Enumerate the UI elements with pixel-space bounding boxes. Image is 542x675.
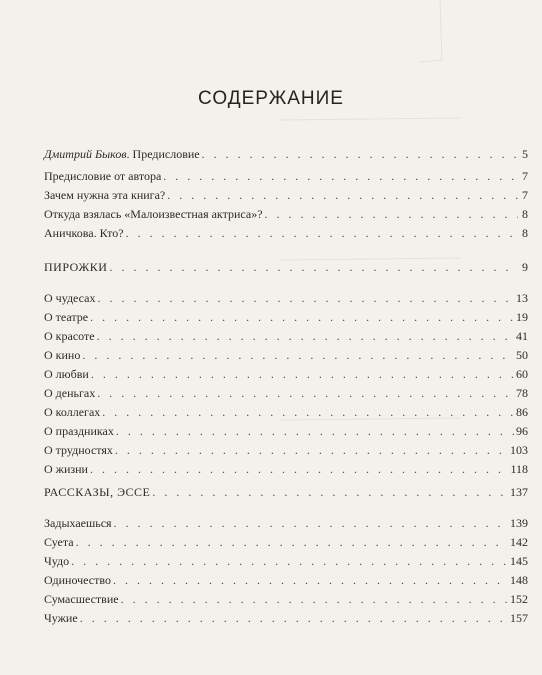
toc-entry-label: О красоте [44,329,95,343]
toc-entry[interactable] [44,461,528,477]
toc-entry[interactable] [44,225,528,241]
dot-leader [167,187,518,203]
dot-leader [102,404,514,420]
toc-section-label: РАССКАЗЫ, ЭССЕ [44,485,151,499]
toc-entry-label: О любви [44,367,89,381]
dot-leader [163,168,518,184]
toc-entry-page: 103 [510,443,528,457]
toc-section-pirozhki[interactable] [44,259,528,275]
toc-entry-page: 152 [510,592,528,606]
toc-entry-label: Предисловие от автора [44,169,162,183]
dot-leader [80,610,508,626]
toc-entry[interactable] [44,187,528,203]
dot-leader [113,572,508,588]
toc-entry-label: О праздниках [44,424,114,438]
toc-entry[interactable] [44,328,528,344]
toc-entry-page: 148 [510,573,528,587]
dot-leader [152,484,508,500]
toc-title: СОДЕРЖАНИЕ [198,88,344,109]
toc-entry-page: 50 [516,348,528,362]
toc-entry-page: 157 [510,611,528,625]
dot-leader [265,206,518,222]
toc-entry-page: 78 [516,386,528,400]
toc-entry[interactable] [44,385,528,401]
toc-entry-label: Чужие [44,611,78,625]
dot-leader [71,553,508,569]
dot-leader [91,366,514,382]
toc-entry-page: 13 [516,291,528,305]
toc-entry[interactable] [44,168,528,184]
toc-entry-page: 137 [510,485,528,499]
toc-entry-page: 60 [516,367,528,381]
toc-entry-label: Задыхаешься [44,516,112,530]
toc-entry-author: Дмитрий Быков [44,147,127,161]
toc-entry-page: 96 [516,424,528,438]
toc-entry[interactable] [44,404,528,420]
toc-entry-page: 7 [522,169,528,183]
toc-entry-foreword[interactable] [44,146,528,162]
toc-entry[interactable] [44,290,528,306]
dot-leader [126,225,518,241]
toc-entry-page: 8 [522,226,528,240]
dot-leader [82,347,514,363]
toc-entry[interactable] [44,423,528,439]
toc-entry-page: 41 [516,329,528,343]
toc-entry-label: О кино [44,348,81,362]
toc-entry-label: Аничкова. Кто? [44,226,124,240]
toc-entry[interactable] [44,347,528,363]
toc-entry-label: Откуда взялась «Малоизвестная актриса»? [44,207,263,221]
toc-entry-page: 86 [516,405,528,419]
toc-entry[interactable] [44,366,528,382]
dot-leader [97,328,514,344]
toc-entry-label: Чудо [44,554,70,568]
toc-entry-page: 118 [510,462,528,476]
toc-entry-label: О деньгах [44,386,96,400]
toc-section-label: ПИРОЖКИ [44,260,108,274]
toc-entry[interactable] [44,442,528,458]
dot-leader [202,146,518,162]
toc-entry-page: 139 [510,516,528,530]
toc-entry[interactable] [44,206,528,222]
dot-leader [114,515,508,531]
toc-entry-page: 142 [510,535,528,549]
toc-entry-label: О трудностях [44,443,113,457]
toc-entry[interactable] [44,591,528,607]
toc-entry-label: Одиночество [44,573,111,587]
dot-leader [109,259,518,275]
toc-entry[interactable] [44,309,528,325]
toc-entry-label: О жизни [44,462,88,476]
toc-entry[interactable] [44,534,528,550]
dot-leader [97,385,514,401]
toc-entry[interactable] [44,572,528,588]
toc-entry-label: О коллегах [44,405,101,419]
toc-entry-page: 7 [522,188,528,202]
toc-entry-page: 19 [516,310,528,324]
toc-entry-label: Суета [44,535,74,549]
toc-entry[interactable] [44,610,528,626]
toc-entry-label: О чудесах [44,291,96,305]
toc-entry[interactable] [44,553,528,569]
dot-leader [90,461,508,477]
toc-entry-page: 8 [522,207,528,221]
toc-section-stories[interactable] [44,484,528,500]
dot-leader [97,290,514,306]
toc-entry-page: 9 [522,260,528,274]
dot-leader [116,423,514,439]
toc-entry[interactable] [44,515,528,531]
dot-leader [76,534,508,550]
toc-entry-page: 5 [522,147,528,161]
toc-entry-label: О театре [44,310,89,324]
toc-entry-label: Сумасшествие [44,592,119,606]
dot-leader [90,309,514,325]
dot-leader [121,591,508,607]
dot-leader [115,442,508,458]
toc-entry-label: Зачем нужна эта книга? [44,188,166,202]
toc-entry-label: Дмитрий Быков. Предисловие [44,147,200,161]
toc-entry-page: 145 [510,554,528,568]
